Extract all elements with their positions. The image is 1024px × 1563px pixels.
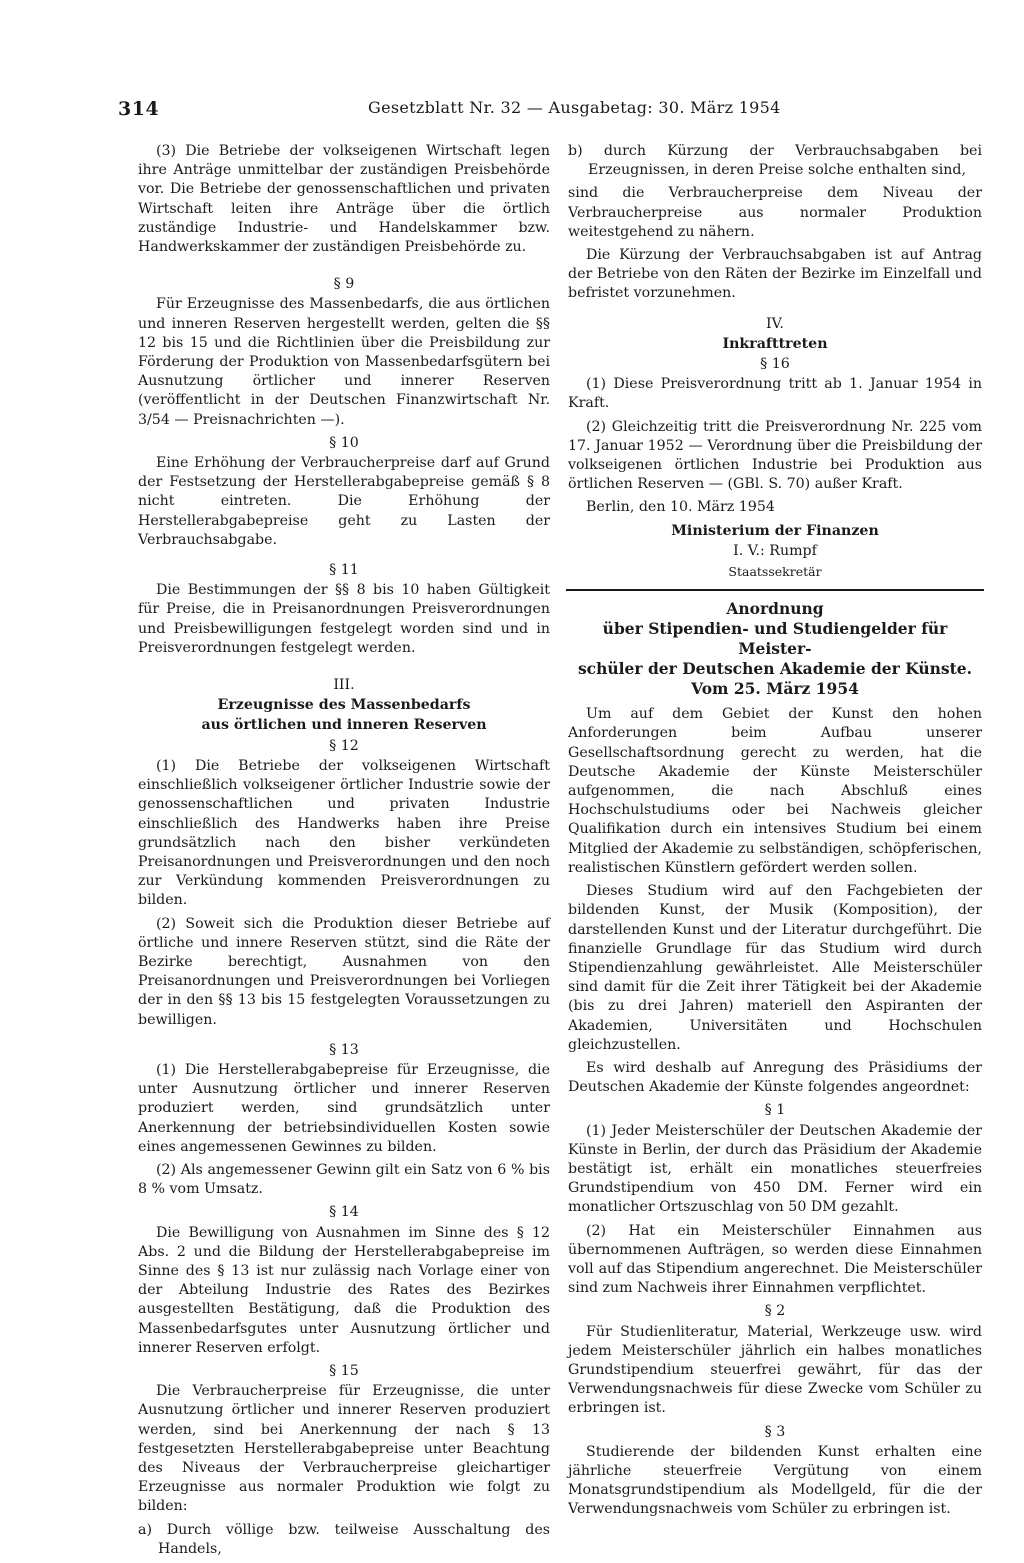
section-16-heading: § 16 (760, 356, 790, 373)
article-2-text: Für Studienliteratur, Material, Werkzeuge usw. wird jedem Meisterschüler jährlich ein halbes monatliches Grundstipendium steuerfrei gewährt, für das der Verwendungsnachweis für diese Zwecke vom Schüler zu erbringen ist. (568, 1323, 982, 1417)
section-10-text: Eine Erhöhung der Verbraucherpreise darf auf Grund der Festsetzung der Herstellerabgabepreise gemäß § 8 nicht eintreten. Die Erhöhung der Herstellerabgabepreise geht zu Lasten der Verbrauchsabgabe. (138, 455, 550, 548)
preamble-paragraph-3: Es wird deshalb auf Anregung des Präsidiums der Deutschen Akademie der Künste folgendes angeordnet: (568, 1059, 982, 1096)
article-1-paragraph-2: (2) Hat ein Meisterschüler Einnahmen aus übernommenen Aufträgen, so werden diese Einnahmen voll auf das Stipendium angerechnet. Die Meisterschüler sind zum Nachweis ihrer Einnahmen verpflichtet. (568, 1222, 982, 1297)
issuing-ministry: Ministerium der Finanzen (671, 522, 879, 539)
section-12-paragraph-1: (1) Die Betriebe der volkseigenen Wirtschaft einschließlich volkseigener örtlicher Industrie sowie der genossenschaftlichen und privaten Industrie einschließlich des Handwerks haben ihre Preise grundsätzlich nach den bisher verkündeten Preisanordnungen und Preisverordnungen und den noch zur Verkündung kommenden Preisverordnungen zu bilden. (138, 757, 550, 909)
part-3-title-line-2: aus örtlichen und inneren Reserven (201, 717, 487, 734)
part-4-number: IV. (766, 315, 784, 332)
place-and-date: Berlin, den 10. März 1954 (586, 499, 775, 516)
section-15-last-paragraph: Die Kürzung der Verbrauchsabgaben ist auf Antrag der Betriebe von den Räten der Bezirke im Einzelfall und befristet vorzunehmen. (568, 247, 982, 302)
ordinance-title: Anordnung (726, 599, 824, 619)
preamble-paragraph-1: Um auf dem Gebiet der Kunst den hohen Anforderungen beim Aufbau unserer Gesellschaftsordnung gerecht zu werden, hat die Deutsche Akademie der Künste Meisterschüler aufgenommen, die nach Abschluß eines Hochschulstudiums oder bei Nachweis gleicher Qualifikation durch ein intensives Studium bei einem Mitglied der Akademie zu selbständigen, schöpferischen, realistischen Künstlern gefördert werden sollen. (568, 706, 982, 876)
section-15-text: Die Verbraucherpreise für Erzeugnisse, die unter Ausnutzung örtlicher und innerer Reserven produziert werden, sind bei Anerkennung der nach § 13 festgesetzten Herstellerabgabepreise unter Beachtung des Niveaus der Verbraucherpreise gleichartiger Erzeugnisse aus normaler Produktion wie folgt zu bilden: (138, 1383, 550, 1515)
divider-rule (566, 589, 984, 591)
section-11-text: Die Bestimmungen der §§ 8 bis 10 haben Gültigkeit für Preise, die in Preisanordnungen Preisverordnungen und Preisbewilligungen festgelegt worden sind und in Preisverordnungen festgelegt werden. (138, 582, 550, 656)
section-14-text: Die Bewilligung von Ausnahmen im Sinne des § 12 Abs. 2 und die Bildung der Herstellerabgabepreise im Sinne des § 13 ist nur zulässig nach Vorlage einer von der Abteilung Industrie des Rates des Bezirkes ausgestellten Bestätigung, daß die Produktion des Massenbedarfsgutes unter Ausnutzung örtlicher und innerer Reserven erfolgt. (138, 1224, 550, 1356)
signatory-title: Staatssekretär (728, 564, 822, 580)
section-9-text: Für Erzeugnisse des Massenbedarfs, die aus örtlichen und inneren Reserven hergestellt werden, gelten die §§ 12 bis 15 und die Richtlinien über die Preisbildung zur Förderung der Produktion von Massenbedarfsgütern bei Ausnutzung örtlicher und innerer Reserven (veröffentlicht in der Deutschen Finanzwirtschaft Nr. 3/54 — Preisnachrichten —). (138, 296, 550, 428)
ordinance-subject-line-2: schüler der Deutschen Akademie der Künste. (577, 659, 973, 679)
section-15-heading: § 15 (329, 1362, 359, 1379)
ordinance-date: Vom 25. März 1954 (691, 679, 859, 699)
article-2-heading: § 2 (764, 1303, 786, 1320)
running-header: Gesetzblatt Nr. 32 — Ausgabetag: 30. März 1954 (368, 98, 781, 117)
section-12-heading: § 12 (329, 737, 359, 754)
section-15-item-a: a) Durch völlige bzw. teilweise Ausschaltung des Handels, (138, 1521, 550, 1557)
part-3-title-line-1: Erzeugnisse des Massenbedarfs (217, 697, 471, 714)
section-12-paragraph-2: (2) Soweit sich die Produktion dieser Betriebe auf örtliche und innere Reserven stützt, sind die Räte der Bezirke berechtigt, Ausnahmen von den Preisanordnungen und Preisverordnungen bei Vorliegen der in den §§ 13 bis 15 festgelegten Voraussetzungen zu bewilligen. (138, 915, 550, 1028)
section-14-heading: § 14 (329, 1204, 359, 1221)
section-15-item-b: b) durch Kürzung der Verbrauchsabgaben bei Erzeugnissen, in deren Preise solche enthalten sind, (568, 143, 982, 179)
article-1-heading: § 1 (764, 1102, 786, 1119)
section-15-continuation: sind die Verbraucherpreise dem Niveau der Verbraucherpreise aus normaler Produktion weitestgehend zu nähern. (568, 185, 982, 240)
section-13-paragraph-1: (1) Die Herstellerabgabepreise für Erzeugnisse, die unter Ausnutzung örtlicher und innerer Reserven produziert werden, sind grundsätzlich unter Anerkennung der betriebsindividuellen Kosten sowie eines angemessenen Gewinnes zu bilden. (138, 1061, 550, 1155)
section-11-heading: § 11 (329, 562, 359, 579)
signatory: I. V.: Rumpf (733, 542, 817, 559)
section-13-heading: § 13 (329, 1041, 359, 1058)
part-3-number: III. (333, 677, 355, 694)
left-column (138, 142, 550, 1563)
article-1-paragraph-1: (1) Jeder Meisterschüler der Deutschen Akademie der Künste in Berlin, der durch das Präsidium der Akademie bestätigt ist, erhält ein monatliches steuerfreies Grundstipendium von 450 DM. Ferner wird ein monatlicher Ortszuschlag von 50 DM gezahlt. (568, 1122, 982, 1216)
section-16-paragraph-2: (2) Gleichzeitig tritt die Preisverordnung Nr. 225 vom 17. Januar 1952 — Verordnung über die Preisbildung der volkseigenen örtlichen Industrie bei Produktion aus örtlichen Reserven — (GBl. S. 70) außer Kraft. (568, 418, 982, 493)
paragraph-3: (3) Die Betriebe der volkseigenen Wirtschaft legen ihre Anträge unmittelbar der zuständigen Preisbehörde vor. Die Betriebe der genossenschaftlichen und privaten Wirtschaft leiten ihre Anträge über die örtlich zuständige Industrie- und Handelskammer bzw. Handwerkskammer der zuständigen Preisbehörde zu. (138, 143, 550, 256)
article-3-text: Studierende der bildenden Kunst erhalten eine jährliche steuerfreie Vergütung von einem Monatsgrundstipendium als Modellgeld, für die der Verwendungsnachweis vom Schüler zu erbringen ist. (568, 1443, 982, 1518)
article-3-heading: § 3 (764, 1423, 786, 1440)
part-4-title: Inkrafttreten (722, 335, 828, 352)
ordinance-subject-line-1: über Stipendien- und Studiengelder für Meister- (602, 619, 948, 659)
page-number: 314 (118, 98, 160, 120)
section-9-heading: § 9 (333, 276, 355, 293)
section-10-heading: § 10 (329, 434, 359, 451)
section-16-paragraph-1: (1) Diese Preisverordnung tritt ab 1. Januar 1954 in Kraft. (568, 376, 982, 412)
right-column (568, 142, 982, 1524)
section-13-paragraph-2: (2) Als angemessener Gewinn gilt ein Satz von 6 % bis 8 % vom Umsatz. (138, 1161, 550, 1198)
preamble-paragraph-2: Dieses Studium wird auf den Fachgebieten der bildenden Kunst, der Musik (Komposition), der darstellenden Kunst und der Literatur durchgeführt. Die finanzielle Grundlage für das Studium wird durch Stipendienzahlung gewährleistet. Alle Meisterschüler sind damit für die Zeit ihrer Tätigkeit bei der Akademie (bis zu drei Jahren) materiell den Aspiranten der Akademien, Universitäten und Hochschulen gleichzustellen. (568, 883, 982, 1053)
